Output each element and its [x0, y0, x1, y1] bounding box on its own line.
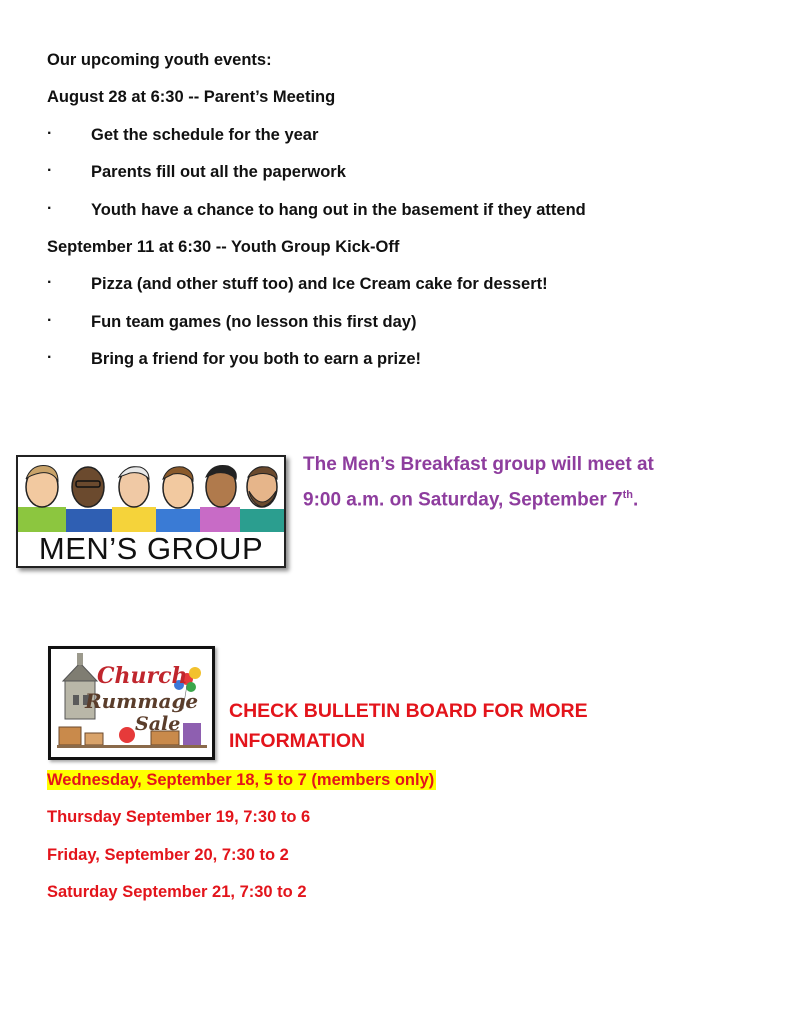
mens-group-label: MEN’S GROUP [38, 531, 264, 566]
list-item: Parents fill out all the paperwork [91, 163, 346, 181]
rummage-word-church: Church [97, 663, 188, 689]
rummage-date: Thursday September 19, 7:30 to 6 [47, 808, 311, 826]
rummage-word-rummage: Rummage [85, 689, 199, 713]
event-title-parents-meeting: August 28 at 6:30 -- Parent’s Meeting [47, 88, 336, 106]
event-title-kickoff: September 11 at 6:30 -- Youth Group Kick-Off [47, 238, 400, 256]
mens-breakfast-line1: The Men’s Breakfast group will meet at [303, 454, 654, 475]
mens-group-image [16, 455, 286, 568]
bullet: · [47, 274, 53, 291]
rummage-sale-image [48, 646, 215, 760]
rummage-date: Saturday September 21, 7:30 to 2 [47, 883, 307, 901]
bullet: · [47, 312, 53, 329]
mens-breakfast-line2: 9:00 a.m. on Saturday, September 7th. [303, 489, 639, 511]
ordinal-suffix: th [622, 489, 633, 501]
rummage-date: Friday, September 20, 7:30 to 2 [47, 846, 289, 864]
list-item: Bring a friend for you both to earn a prize! [91, 350, 422, 368]
bullet: · [47, 349, 53, 366]
highlighted-date: Wednesday, September 18, 5 to 7 (members only) [47, 771, 435, 789]
list-item: Pizza (and other stuff too) and Ice Cream cake for dessert! [91, 275, 548, 293]
bulletin-notice-line2: INFORMATION [229, 730, 366, 752]
bullet: · [47, 200, 53, 217]
bulletin-notice-line1: CHECK BULLETIN BOARD FOR MORE [229, 700, 588, 722]
bullet: · [47, 125, 53, 142]
list-item: Youth have a chance to hang out in the basement if they attend [91, 201, 586, 219]
rummage-date-members [47, 770, 436, 790]
youth-heading: Our upcoming youth events: [47, 51, 272, 69]
men-illustration [18, 457, 284, 532]
list-item: Fun team games (no lesson this first day) [91, 313, 417, 331]
bullet: · [47, 162, 53, 179]
list-item: Get the schedule for the year [91, 126, 319, 144]
rummage-word-sale: Sale [135, 713, 181, 735]
